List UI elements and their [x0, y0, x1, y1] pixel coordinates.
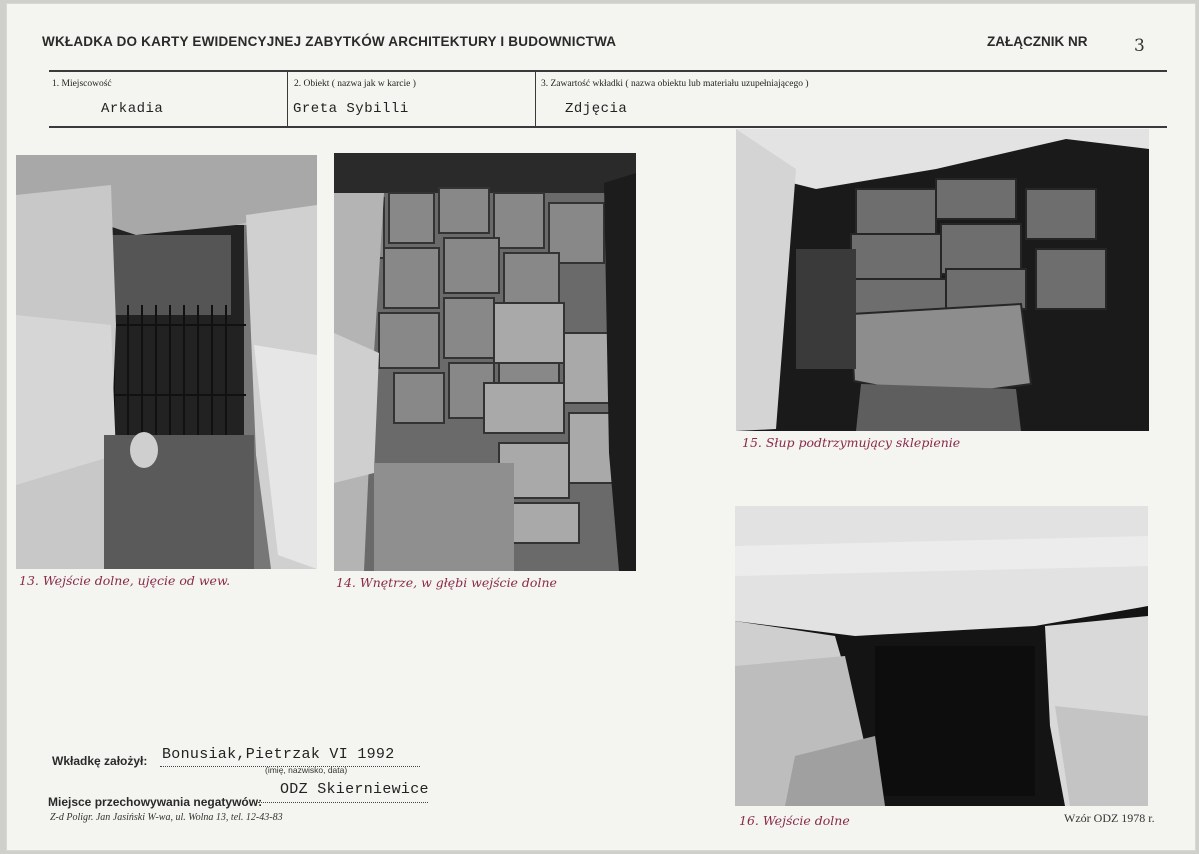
object-value: Greta Sybilli	[293, 101, 409, 117]
form-model: Wzór ODZ 1978 r.	[1064, 811, 1155, 825]
photo-13-image	[16, 155, 317, 569]
annex-number: 3	[1134, 36, 1145, 56]
contents-label: 3. Zawartość wkładki ( nazwa obiektu lub materiału uzupełniającego )	[541, 79, 809, 89]
object-label: 2. Obiekt ( nazwa jak w karcie )	[294, 79, 416, 89]
photo-14-image	[334, 153, 636, 571]
negatives-label: Miejsce przechowywania negatywów:	[48, 795, 263, 809]
photo-15-caption: 15. Słup podtrzymujący sklepienie	[742, 435, 961, 450]
header-top-rule	[49, 70, 1167, 72]
locality-label: 1. Miejscowość	[52, 79, 112, 89]
photo-14-caption: 14. Wnętrze, w głębi wejście dolne	[336, 575, 557, 590]
negatives-dotted-line	[258, 802, 428, 803]
field-divider-1	[287, 72, 288, 126]
photo-14	[334, 153, 636, 571]
photo-16-image	[735, 506, 1148, 806]
photo-16-caption: 16. Wejście dolne	[739, 813, 850, 828]
photo-15	[736, 129, 1149, 431]
photo-16	[735, 506, 1148, 806]
founded-value: Bonusiak,Pietrzak VI 1992	[162, 746, 395, 763]
photo-13-caption: 13. Wejście dolne, ujęcie od wew.	[19, 573, 231, 588]
contents-value: Zdjęcia	[565, 101, 628, 117]
header-bottom-rule	[49, 126, 1167, 128]
photo-15-image	[736, 129, 1149, 431]
founded-label: Wkładkę założył:	[52, 754, 148, 768]
negatives-value: ODZ Skierniewice	[280, 781, 429, 798]
founded-hint: (imię, nazwisko, data)	[265, 765, 348, 775]
printer-imprint: Z-d Poligr. Jan Jasiński W-wa, ul. Wolna 13, tel. 12-43-83	[50, 812, 283, 823]
locality-value: Arkadia	[101, 101, 164, 117]
document-title: WKŁADKA DO KARTY EWIDENCYJNEJ ZABYTKÓW ARCHITEKTURY I BUDOWNICTWA	[42, 34, 617, 49]
photo-13	[16, 155, 317, 569]
field-divider-2	[535, 72, 536, 126]
annex-label: ZAŁĄCZNIK NR	[987, 34, 1088, 49]
